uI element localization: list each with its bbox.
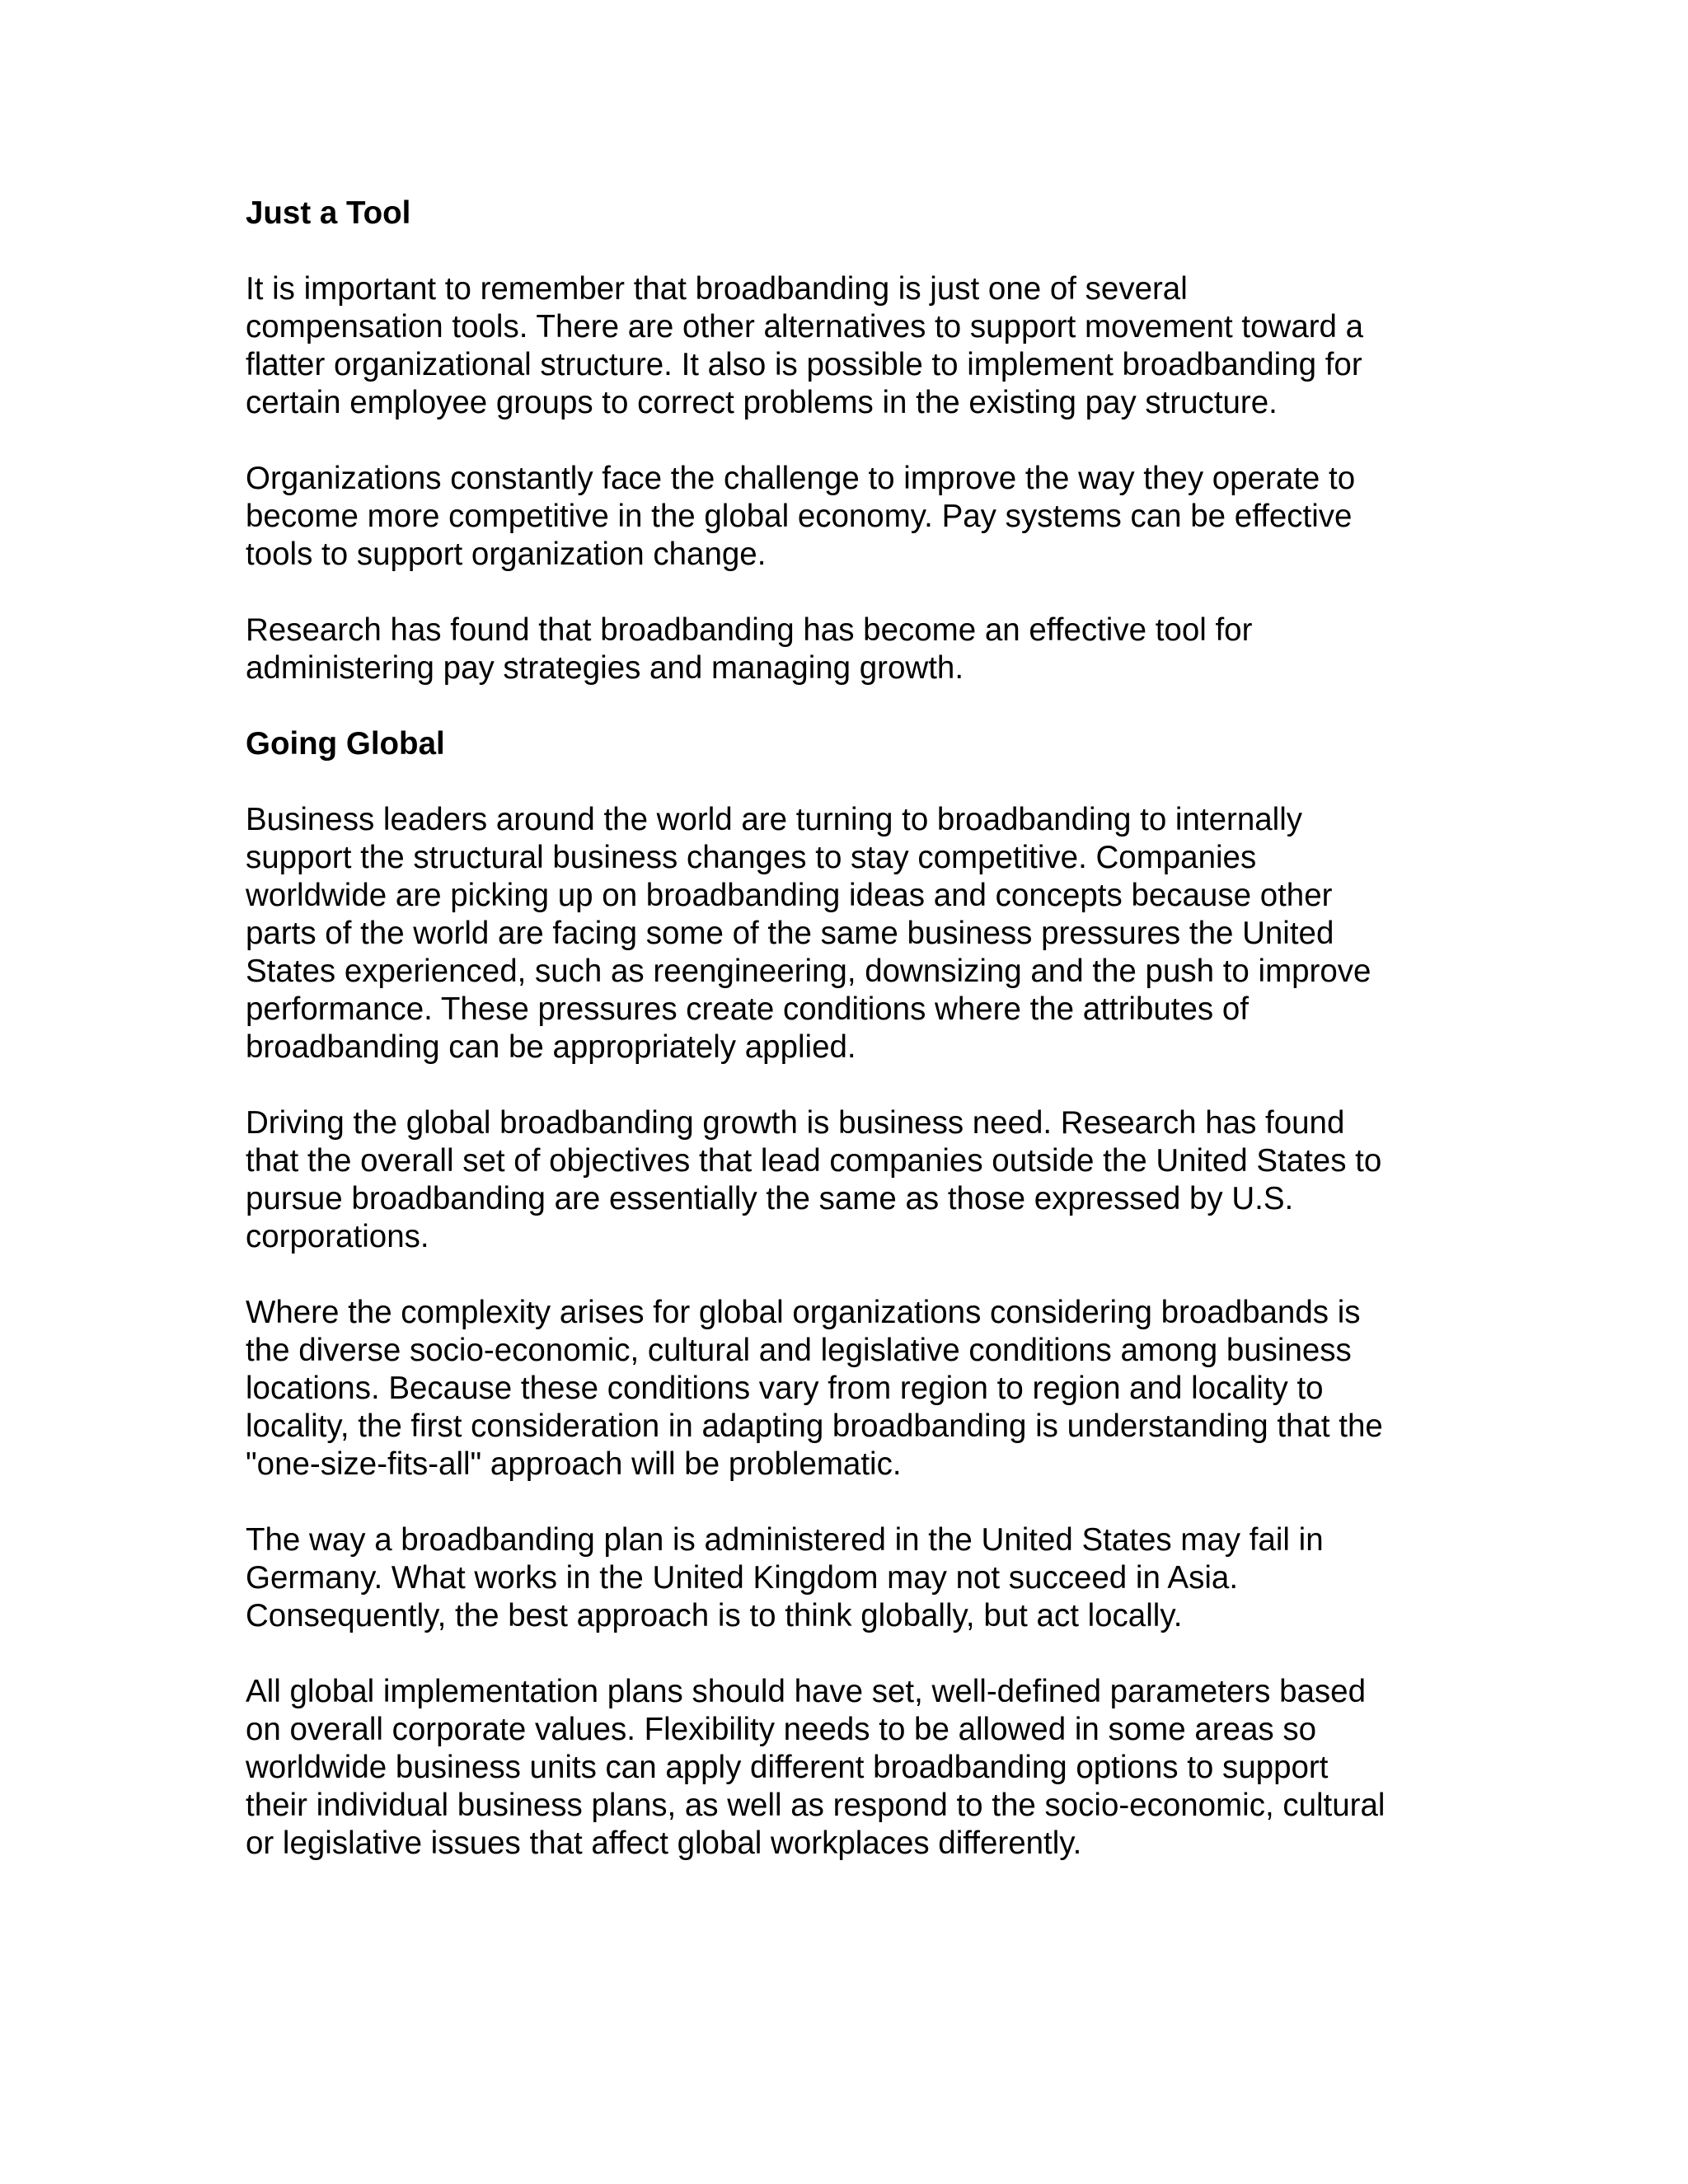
spacer <box>246 574 1449 612</box>
spacer <box>246 232 1449 270</box>
spacer <box>246 1066 1449 1104</box>
paragraph: Where the complexity arises for global organizations considering broadbands is the diverse socio-economic, cultural and legislative conditions among business locations. Because these conditions vary from region to region and locality to locality, the first consideration in adapting broadbanding is understanding that the "one-size-fits-all" approach will be problematic. <box>246 1295 1383 1482</box>
paragraph: All global implementation plans should have set, well-defined parameters based on overall corporate values. Flexibility needs to be allowed in some areas so worldwide business units can apply different broadbanding options to support their individual business plans, as well as respond to the socio-economic, cultural or legislative issues that affect global workplaces differently. <box>246 1674 1386 1861</box>
spacer <box>246 687 1449 725</box>
spacer <box>246 1635 1449 1673</box>
paragraph: It is important to remember that broadbanding is just one of several compensation tools. There are other alternatives to support movement toward a flatter organizational structure. It also is possible to implement broadbanding for certain employee groups to correct problems in the existing pay structure. <box>246 271 1364 420</box>
spacer <box>246 422 1449 460</box>
paragraph: Organizations constantly face the challenge to improve the way they operate to become more competitive in the global economy. Pay systems can be effective tools to support organization change. <box>246 461 1356 572</box>
spacer <box>246 1483 1449 1521</box>
paragraph: Driving the global broadbanding growth is business need. Research has found that the overall set of objectives that lead companies outside the United States to pursue broadbanding are essentially the same as those expressed by U.S. corporations. <box>246 1105 1382 1254</box>
document-body <box>246 194 1449 1863</box>
paragraph: Business leaders around the world are turning to broadbanding to internally support the structural business changes to stay competitive. Companies worldwide are picking up on broadbanding ideas and concepts because other parts of the world are facing some of the same business pressures the United States experienced, such as reengineering, downsizing and the push to improve performance. These pressures create conditions where the attributes of broadbanding can be appropriately applied. <box>246 802 1372 1065</box>
section-heading-going-global: Going Global <box>246 726 445 762</box>
paragraph: Research has found that broadbanding has become an effective tool for administering pay strategies and managing growth. <box>246 612 1253 686</box>
section-heading-just-a-tool: Just a Tool <box>246 195 411 231</box>
paragraph: The way a broadbanding plan is administered in the United States may fail in Germany. What works in the United Kingdom may not succeed in Asia. Consequently, the best approach is to think globally, but act locally. <box>246 1522 1324 1633</box>
spacer <box>246 1256 1449 1294</box>
spacer <box>246 763 1449 801</box>
